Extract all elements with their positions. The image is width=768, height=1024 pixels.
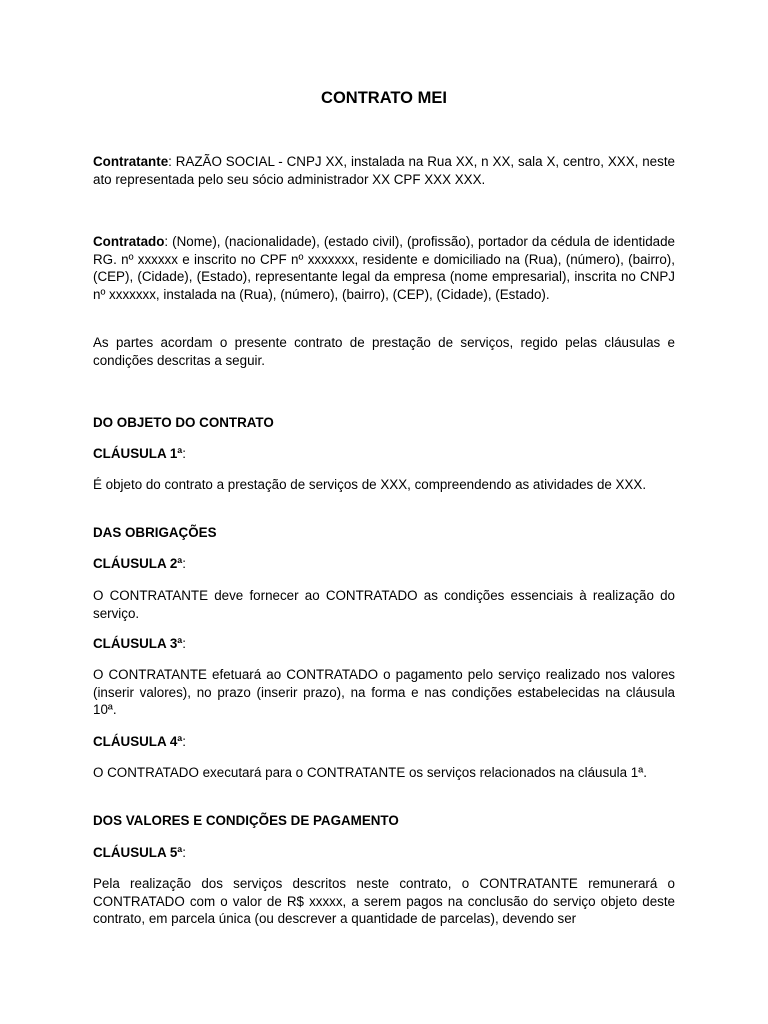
clause-5-heading (93, 844, 675, 862)
section-heading-obrigacoes: DAS OBRIGAÇÕES (93, 525, 217, 540)
clause-3-heading (93, 635, 675, 653)
intro-paragraph: As partes acordam o presente contrato de prestação de serviços, regido pelas cláusulas e condições descritas a seguir. (93, 335, 675, 368)
clause-2-heading (93, 555, 675, 573)
contratante-label: Contratante (93, 154, 169, 169)
contratante-paragraph (93, 153, 675, 188)
clause-3-text: O CONTRATANTE efetuará ao CONTRATADO o pagamento pelo serviço realizado nos valores (inserir valores), no prazo (inserir prazo), na forma e nas condições estabelecidas na cláusula 10ª. (93, 667, 675, 718)
clause-1-colon: : (182, 446, 187, 461)
clause-1-text: É objeto do contrato a prestação de serviços de XXX, compreendendo as atividades de XXX. (93, 477, 647, 492)
contratante-text: : RAZÃO SOCIAL - CNPJ XX, instalada na Rua XX, n XX, sala X, centro, XXX, neste ato representada pelo seu sócio administrador XX CPF XXX XXX. (93, 154, 675, 187)
contratado-paragraph (93, 233, 675, 303)
clause-4-colon: : (182, 734, 187, 749)
section-heading-objeto: DO OBJETO DO CONTRATO (93, 415, 274, 430)
clause-4-text: O CONTRATADO executará para o CONTRATANTE os serviços relacionados na cláusula 1ª. (93, 765, 647, 780)
clause-1-heading (93, 445, 675, 463)
clause-3-colon: : (182, 636, 187, 651)
clause-4-label: CLÁUSULA 4ª (93, 734, 183, 749)
clause-5-colon: : (182, 845, 187, 860)
clause-3-label: CLÁUSULA 3ª (93, 636, 183, 651)
document-title: CONTRATO MEI (321, 89, 447, 107)
section-heading-valores: DOS VALORES E CONDIÇÕES DE PAGAMENTO (93, 813, 399, 828)
clause-5-text: Pela realização dos serviços descritos neste contrato, o CONTRATANTE remunerará o CONTRATADO com o valor de R$ xxxxx, a serem pagos na conclusão do serviço objeto deste contrato, em parcela única (ou descrever a quantidade de parcelas), devendo ser (93, 876, 675, 927)
clause-2-colon: : (182, 556, 187, 571)
clause-2-text: O CONTRATANTE deve fornecer ao CONTRATADO as condições essenciais à realização do serviço. (93, 588, 675, 621)
clause-2-label: CLÁUSULA 2ª (93, 556, 183, 571)
contratado-label: Contratado (93, 234, 165, 249)
clause-1-label: CLÁUSULA 1ª (93, 446, 183, 461)
clause-5-label: CLÁUSULA 5ª (93, 845, 183, 860)
contratado-text: : (Nome), (nacionalidade), (estado civil), (profissão), portador da cédula de identidade RG. nº xxxxxx e inscrito no CPF nº xxxxxxx, residente e domiciliado na (Rua), (número), (bairro), (CEP), (Cidade), (Estado), representante legal da empresa (nome empresarial), inscrita no CNPJ nº xxxxxxx, instalada na (Rua), (número), (bairro), (CEP), (Cidade), (Estado). (93, 234, 675, 302)
clause-4-heading (93, 733, 675, 751)
document-page (93, 0, 675, 1024)
